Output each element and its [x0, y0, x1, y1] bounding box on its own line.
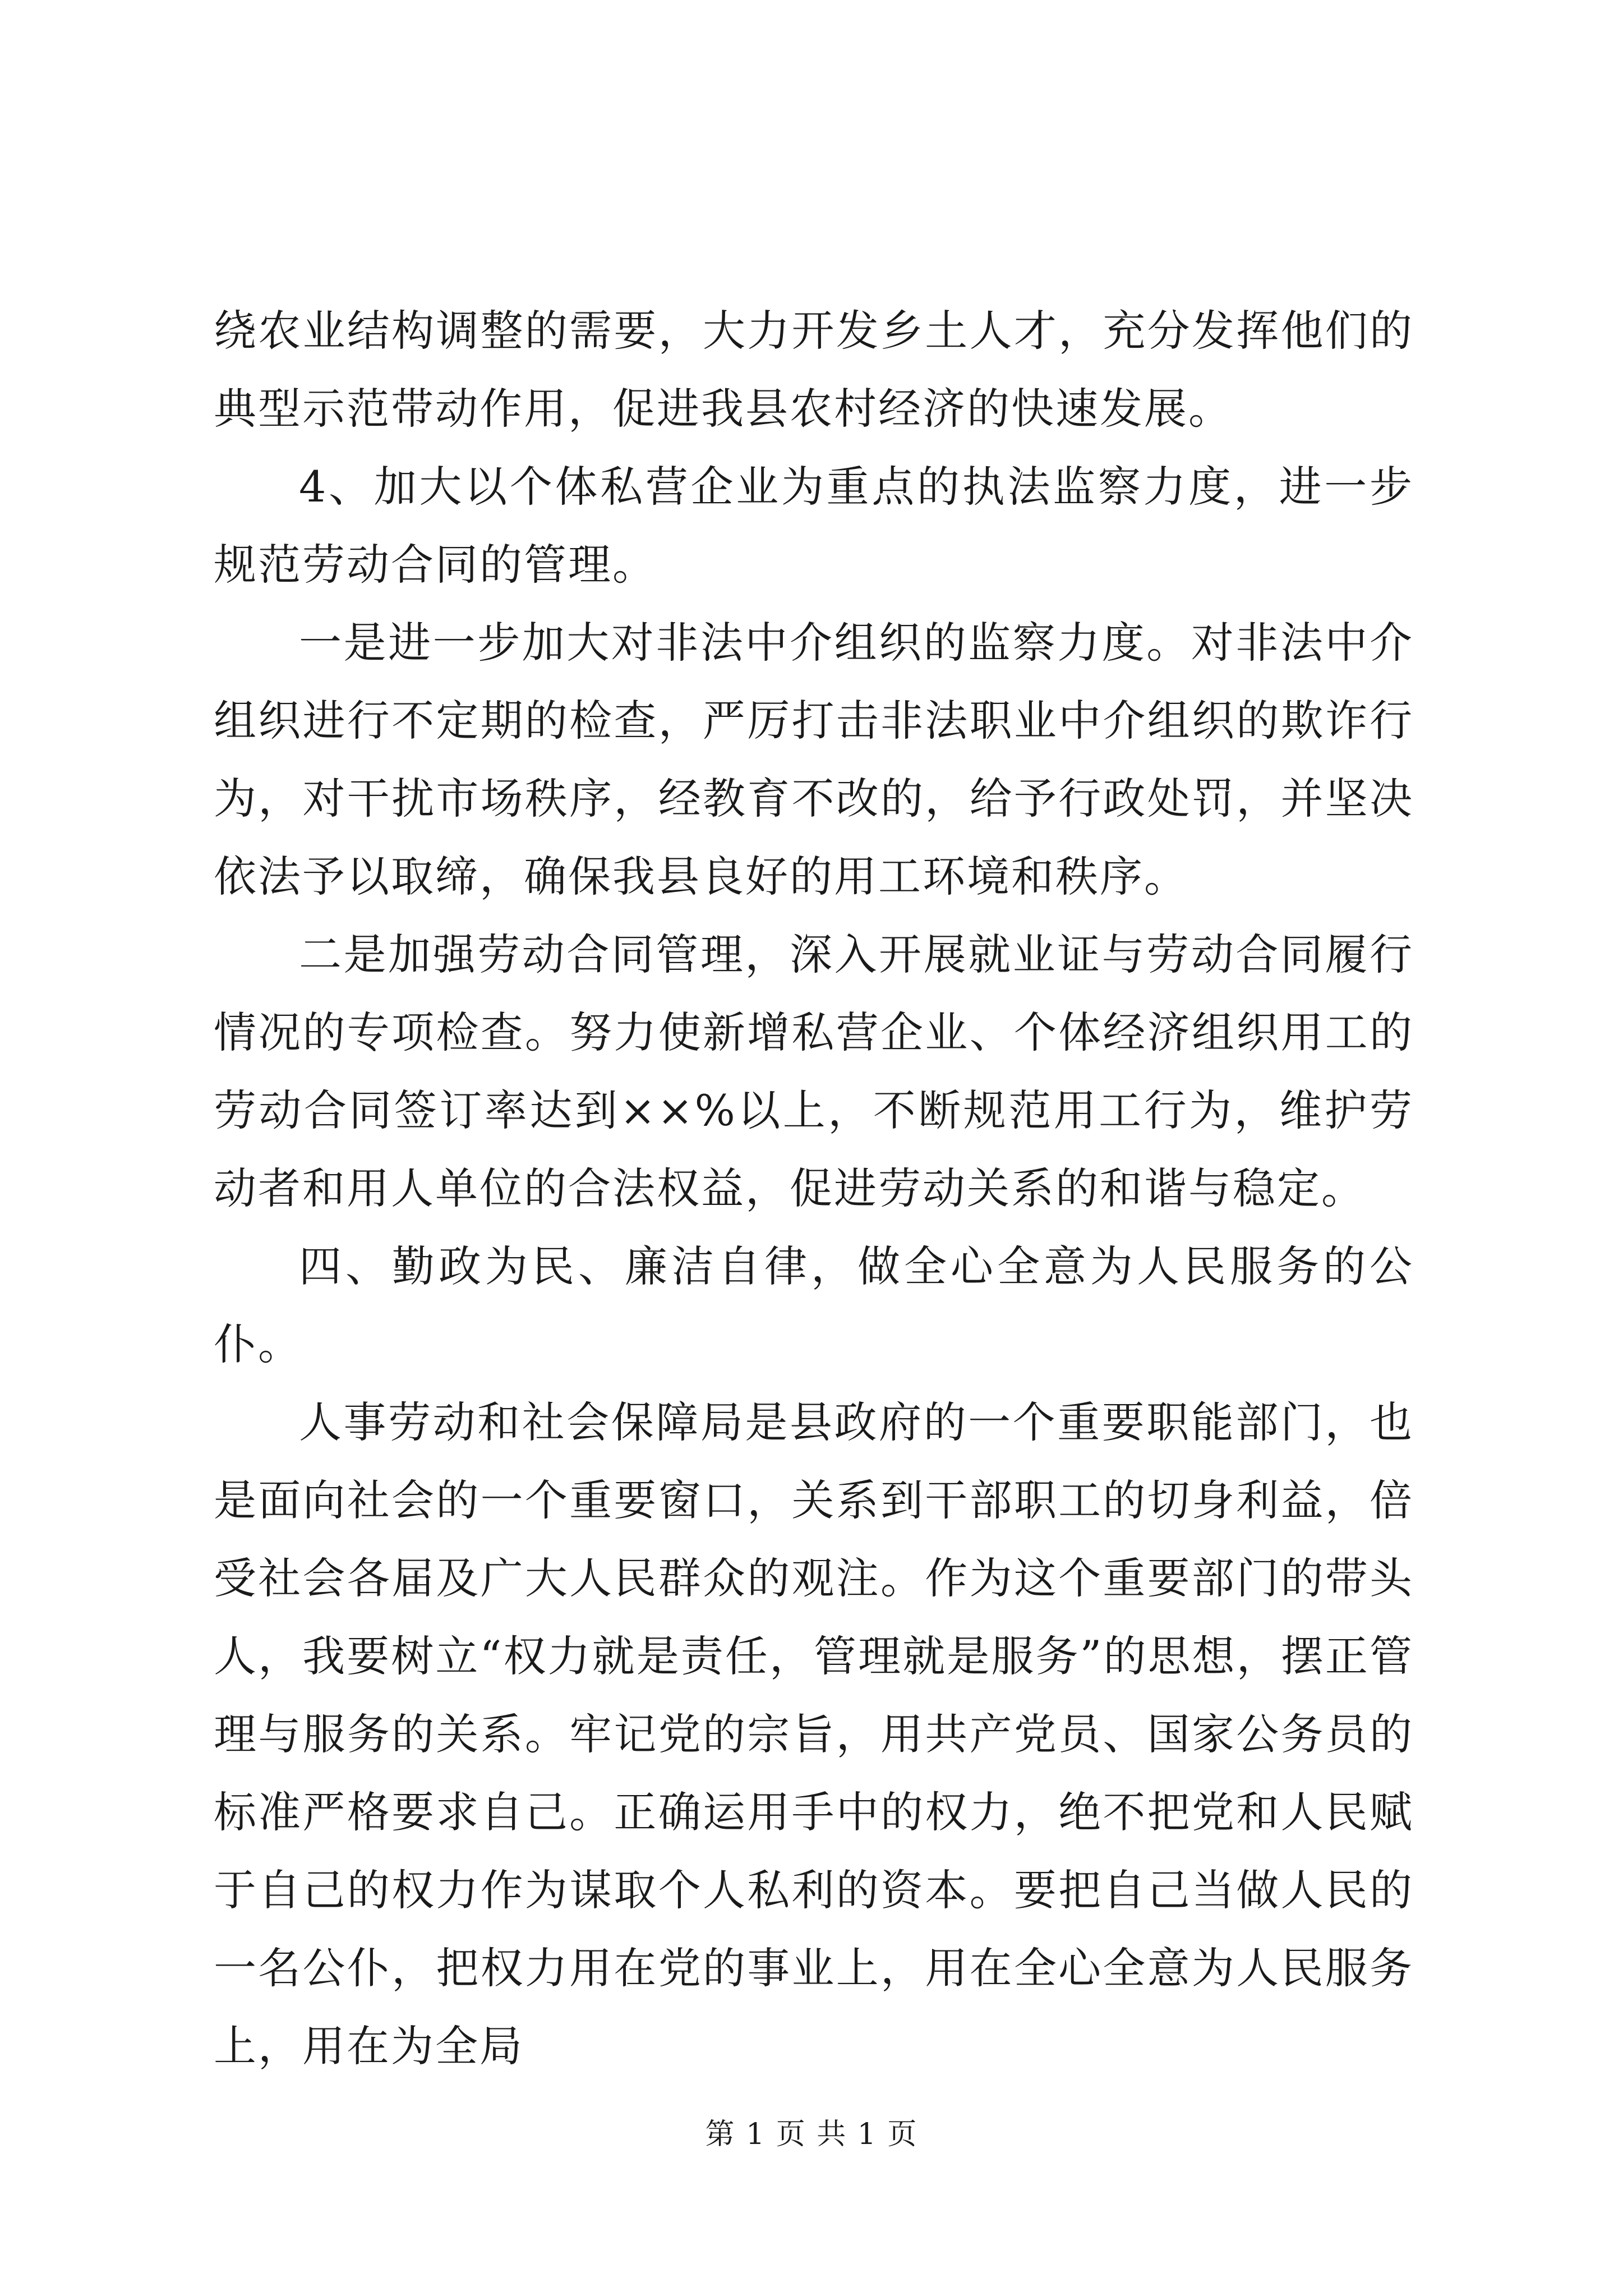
- paragraph-3: 一是进一步加大对非法中介组织的监察力度。对非法中介组织进行不定期的检查，严厉打击非法职业中介组织的欺诈行为，对干扰市场秩序，经教育不改的，给予行政处罚，并坚决依法予以取缔，确保我县良好的用工环境和秩序。: [214, 618, 1414, 901]
- paragraph-6: 人事劳动和社会保障局是县政府的一个重要职能部门，也是面向社会的一个重要窗口，关系到干部职工的切身利益，倍受社会各届及广大人民群众的观注。作为这个重要部门的带头人，我要树立“权力就是责任，管理就是服务”的思想，摆正管理与服务的关系。牢记党的宗旨，用共产党员、国家公务员的标准严格要求自己。正确运用手中的权力，绝不把党和人民赋于自己的权力作为谋取个人私利的资本。要把自己当做人民的一名公仆，把权力用在党的事业上，用在全心全意为人民服务上，用在为全局: [214, 1397, 1414, 2071]
- paragraph-5: 四、勤政为民、廉洁自律，做全心全意为人民服务的公仆。: [214, 1241, 1414, 1369]
- paragraph-1: 绕农业结构调整的需要，大力开发乡土人才，充分发挥他们的典型示范带动作用，促进我县农村经济的快速发展。: [214, 306, 1414, 434]
- paragraph-2: 4、加大以个体私营企业为重点的执法监察力度，进一步规范劳动合同的管理。: [214, 462, 1414, 590]
- page-footer: 第 1 页 共 1 页: [705, 2118, 918, 2151]
- paragraph-4: 二是加强劳动合同管理，深入开展就业证与劳动合同履行情况的专项检查。努力使新增私营企业、个体经济组织用工的劳动合同签订率达到××%以上，不断规范用工行为，维护劳动者和用人单位的合法权益，促进劳动关系的和谐与稳定。: [214, 930, 1414, 1213]
- document-body: [214, 292, 1414, 2085]
